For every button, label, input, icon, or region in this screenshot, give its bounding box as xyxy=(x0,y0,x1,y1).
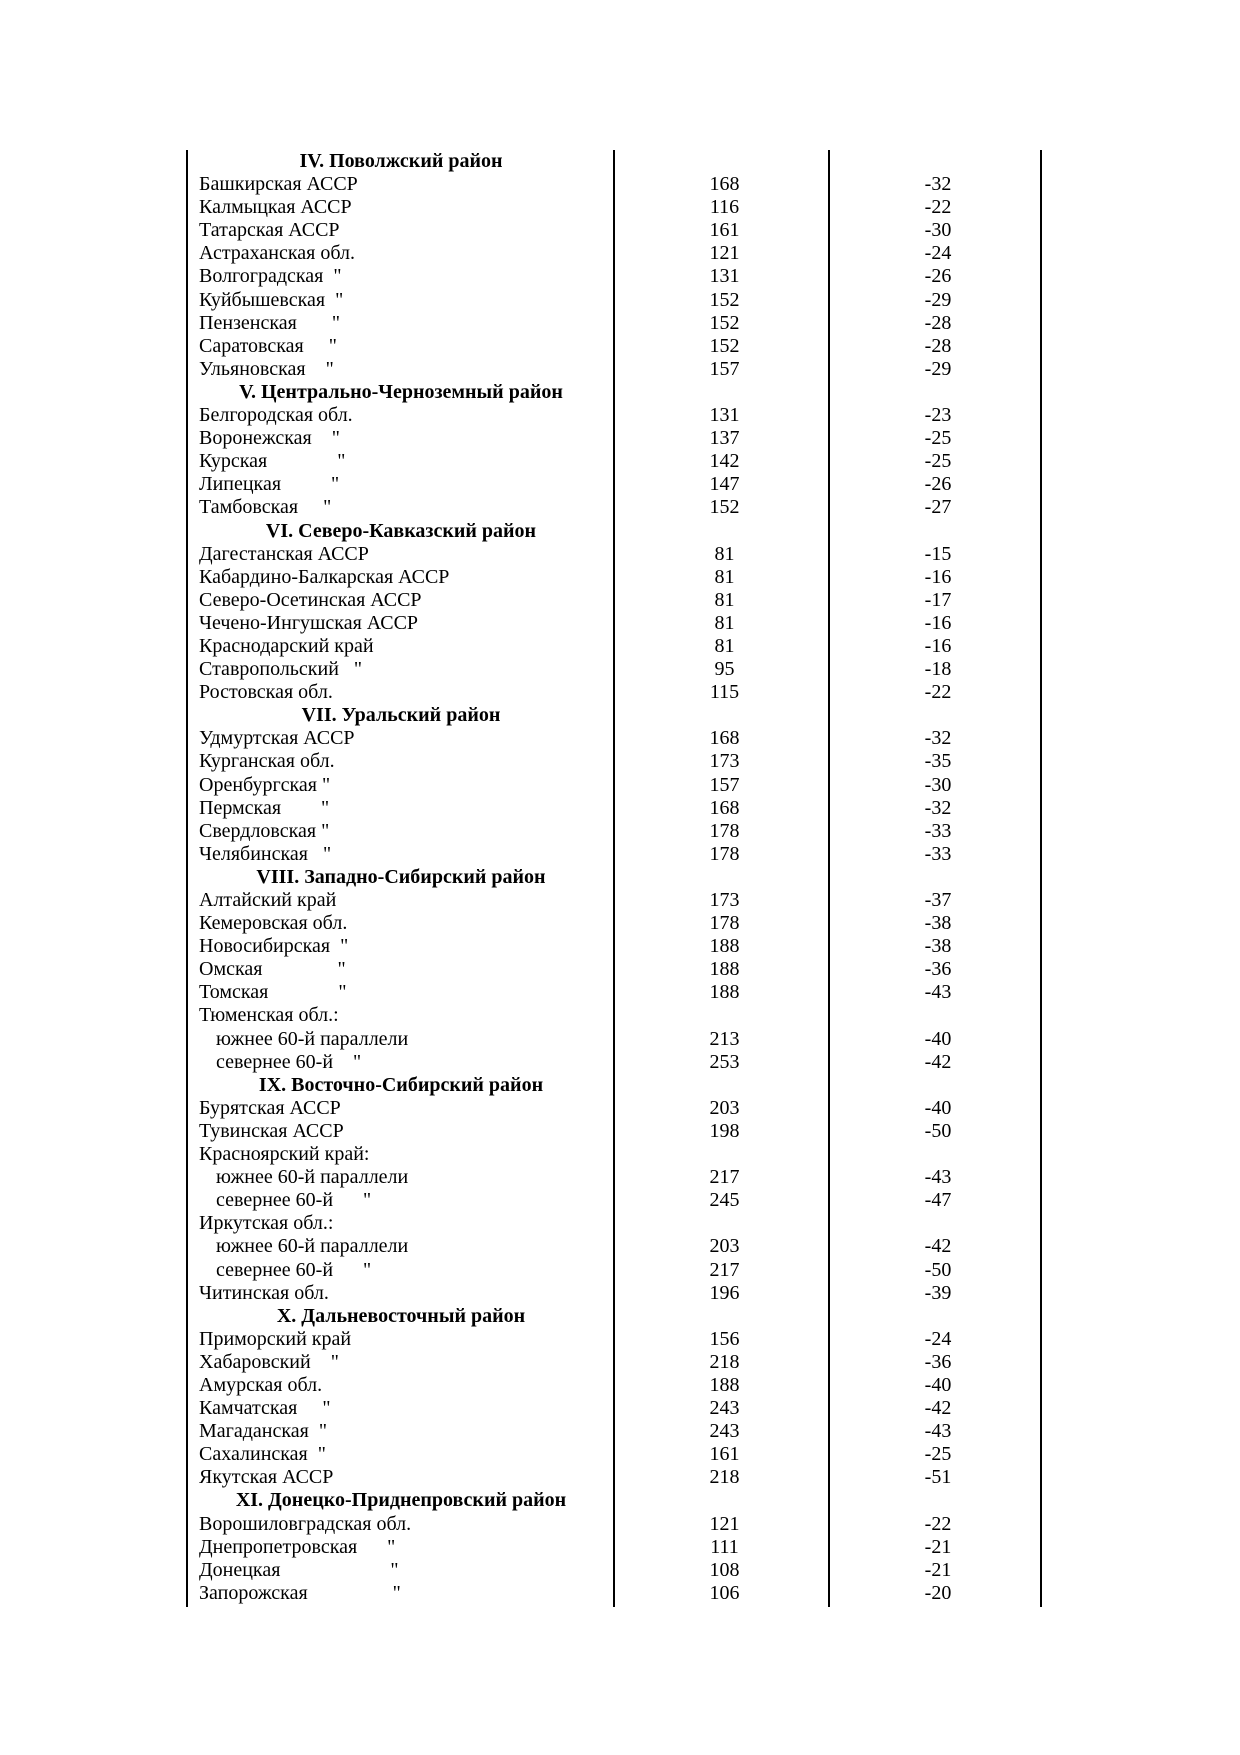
region-name: Магаданская " xyxy=(199,1420,328,1443)
value-col-1: 115 xyxy=(709,681,740,704)
value-col-2: -37 xyxy=(924,889,952,911)
value-col-1: 173 xyxy=(709,889,740,911)
table-row xyxy=(187,1051,1042,1074)
value-col-1: 81 xyxy=(714,611,735,634)
table-row xyxy=(187,1559,1042,1582)
value-col-1: 121 xyxy=(709,1512,740,1535)
value-col-2: -24 xyxy=(924,242,952,265)
table-row xyxy=(187,196,1042,219)
value-col-1: 217 xyxy=(709,1166,740,1189)
value-col-1: 111 xyxy=(710,1535,739,1558)
table-row xyxy=(187,1582,1042,1605)
value-col-1: 243 xyxy=(709,1420,740,1443)
value-col-1: 253 xyxy=(709,1050,740,1073)
value-col-2: -17 xyxy=(924,588,952,611)
section-title: IX. Восточно-Сибирский район xyxy=(258,1073,544,1096)
value-col-1: 137 xyxy=(709,427,740,450)
value-col-2: -25 xyxy=(924,450,952,473)
value-col-2: -21 xyxy=(924,1558,952,1581)
value-col-1: 218 xyxy=(709,1350,740,1373)
table-row xyxy=(187,219,1042,242)
region-name: Ростовская обл. xyxy=(199,681,333,704)
value-col-2: -35 xyxy=(924,750,952,773)
value-col-2: -32 xyxy=(924,173,952,196)
value-col-2: -25 xyxy=(924,427,952,450)
region-name: Волгоградская " xyxy=(199,265,342,288)
table-row xyxy=(187,450,1042,473)
section-title: IV. Поволжский район xyxy=(299,150,503,172)
value-col-2: -36 xyxy=(924,1350,952,1373)
value-col-2: -18 xyxy=(924,658,952,681)
value-col-1: 108 xyxy=(709,1558,740,1581)
table-row xyxy=(187,1028,1042,1051)
table-row xyxy=(187,1097,1042,1120)
table-row xyxy=(187,681,1042,704)
value-col-2: -24 xyxy=(924,1327,952,1350)
table-row xyxy=(187,312,1042,335)
section-header-row xyxy=(187,1305,1042,1328)
region-name: Татарская АССР xyxy=(199,219,340,242)
region-name: севернее 60-й " xyxy=(216,1189,372,1212)
value-col-2: -22 xyxy=(924,681,952,704)
region-name: Пензенская " xyxy=(199,311,341,334)
value-col-1: 188 xyxy=(709,1373,740,1396)
value-col-2: -32 xyxy=(924,796,952,819)
table-row xyxy=(187,589,1042,612)
value-col-1: 81 xyxy=(714,565,735,588)
table-row xyxy=(187,496,1042,519)
value-col-2: -40 xyxy=(924,1027,952,1050)
table-row xyxy=(187,242,1042,265)
region-name: Куйбышевская " xyxy=(199,288,344,311)
value-col-1: 157 xyxy=(709,773,740,796)
region-name: Липецкая " xyxy=(199,473,340,496)
region-name: Красноярский край: xyxy=(199,1143,370,1166)
value-col-2: -32 xyxy=(924,727,952,750)
table-row xyxy=(187,1235,1042,1258)
region-name: Башкирская АССР xyxy=(199,173,358,196)
table-row xyxy=(187,1513,1042,1536)
region-name: Тамбовская " xyxy=(199,496,332,519)
value-col-2: -38 xyxy=(924,935,952,958)
region-name: южнее 60-й параллели xyxy=(216,1235,409,1258)
region-name: Тувинская АССР xyxy=(199,1119,344,1142)
value-col-1: 188 xyxy=(709,981,740,1004)
section-header-row xyxy=(187,704,1042,727)
value-col-2: -25 xyxy=(924,1443,952,1466)
table-row xyxy=(187,289,1042,312)
table-row xyxy=(187,358,1042,381)
value-col-2: -28 xyxy=(924,311,952,334)
value-col-2: -33 xyxy=(924,842,952,865)
table-row xyxy=(187,404,1042,427)
region-name: Краснодарский край xyxy=(199,634,374,657)
table-row xyxy=(187,820,1042,843)
region-name: Ульяновская " xyxy=(199,357,334,380)
table-row xyxy=(187,566,1042,589)
value-col-1: 203 xyxy=(709,1096,740,1119)
value-col-2: -40 xyxy=(924,1373,952,1396)
region-name: Кемеровская обл. xyxy=(199,912,348,935)
section-header-row xyxy=(187,150,1042,173)
region-name: Дагестанская АССР xyxy=(199,542,369,565)
table-row xyxy=(187,774,1042,797)
table-row xyxy=(187,1351,1042,1374)
table-row xyxy=(187,1536,1042,1559)
table-row xyxy=(187,1282,1042,1305)
value-col-1: 152 xyxy=(709,334,740,357)
value-col-2: -47 xyxy=(924,1189,952,1212)
table-row xyxy=(187,727,1042,750)
table-row xyxy=(187,935,1042,958)
value-col-2: -40 xyxy=(924,1096,952,1119)
value-col-1: 95 xyxy=(714,658,735,681)
table-row xyxy=(187,265,1042,288)
value-col-2: -36 xyxy=(924,958,952,981)
table-row xyxy=(187,335,1042,358)
table-row xyxy=(187,543,1042,566)
value-col-2: -16 xyxy=(924,634,952,657)
table-row xyxy=(187,958,1042,981)
value-col-1: 168 xyxy=(709,796,740,819)
region-name: Оренбургская " xyxy=(199,773,331,796)
table-row xyxy=(187,427,1042,450)
value-col-1: 81 xyxy=(714,588,735,611)
value-col-1: 152 xyxy=(709,311,740,334)
section-header-row xyxy=(187,520,1042,543)
value-col-2: -26 xyxy=(924,473,952,496)
value-col-2: -28 xyxy=(924,334,952,357)
value-col-2: -42 xyxy=(924,1235,952,1258)
value-col-2: -16 xyxy=(924,565,952,588)
value-col-1: 161 xyxy=(709,1443,740,1466)
value-col-2: -26 xyxy=(924,265,952,288)
value-col-1: 81 xyxy=(714,634,735,657)
value-col-2: -42 xyxy=(924,1397,952,1420)
value-col-2: -29 xyxy=(924,357,952,380)
value-col-1: 217 xyxy=(709,1258,740,1281)
region-name: Амурская обл. xyxy=(199,1373,323,1396)
region-name: Донецкая " xyxy=(199,1558,399,1581)
value-col-1: 188 xyxy=(709,958,740,981)
value-col-2: -43 xyxy=(924,1420,952,1443)
section-title: VII. Уральский район xyxy=(301,704,501,727)
value-col-1: 131 xyxy=(709,265,740,288)
value-col-2: -30 xyxy=(924,773,952,796)
section-title: VIII. Западно-Сибирский район xyxy=(256,865,546,888)
value-col-1: 178 xyxy=(709,842,740,865)
value-col-1: 203 xyxy=(709,1235,740,1258)
table-row xyxy=(187,1443,1042,1466)
value-col-2: -33 xyxy=(924,819,952,842)
region-name: Омская " xyxy=(199,958,346,981)
table-row xyxy=(187,1420,1042,1443)
section-header-row xyxy=(187,1074,1042,1097)
region-name: Воронежская " xyxy=(199,427,340,450)
value-col-2: -23 xyxy=(924,404,952,427)
region-name: Свердловская " xyxy=(199,819,330,842)
value-col-2: -43 xyxy=(924,1166,952,1189)
value-col-2: -16 xyxy=(924,611,952,634)
table-row xyxy=(187,1328,1042,1351)
section-header-row xyxy=(187,866,1042,889)
value-col-1: 152 xyxy=(709,288,740,311)
region-name: Новосибирская " xyxy=(199,935,349,958)
value-col-1: 157 xyxy=(709,357,740,380)
value-col-2: -50 xyxy=(924,1119,952,1142)
table-row xyxy=(187,843,1042,866)
value-col-1: 142 xyxy=(709,450,740,473)
value-col-2: -27 xyxy=(924,496,952,519)
region-name: Читинская обл. xyxy=(199,1281,329,1304)
region-name: Бурятская АССР xyxy=(199,1096,341,1119)
value-col-2: -20 xyxy=(924,1581,952,1604)
table-row xyxy=(187,889,1042,912)
region-name: Ворошиловградская обл. xyxy=(199,1512,412,1535)
table-row xyxy=(187,1374,1042,1397)
region-name: Якутская АССР xyxy=(199,1466,334,1489)
value-col-1: 106 xyxy=(709,1581,740,1604)
value-col-1: 161 xyxy=(709,219,740,242)
table-row xyxy=(187,473,1042,496)
region-name: Алтайский край xyxy=(199,889,337,911)
table-row xyxy=(187,1143,1042,1166)
table-row xyxy=(187,981,1042,1004)
region-name: Тюменская обл.: xyxy=(199,1004,339,1027)
region-name: Сахалинская " xyxy=(199,1443,326,1466)
value-col-2: -43 xyxy=(924,981,952,1004)
value-col-2: -38 xyxy=(924,912,952,935)
value-col-1: 81 xyxy=(714,542,735,565)
region-name: Саратовская " xyxy=(199,334,337,357)
table-row xyxy=(187,1259,1042,1282)
table-row xyxy=(187,658,1042,681)
table-row xyxy=(187,1397,1042,1420)
region-name: южнее 60-й параллели xyxy=(216,1166,409,1189)
region-name: севернее 60-й " xyxy=(216,1258,372,1281)
table-row xyxy=(187,1166,1042,1189)
region-name: Белгородская обл. xyxy=(199,404,353,427)
value-col-1: 196 xyxy=(709,1281,740,1304)
table-row xyxy=(187,1004,1042,1027)
region-name: Запорожская " xyxy=(199,1581,401,1604)
region-name: Астраханская обл. xyxy=(199,242,356,265)
value-col-1: 147 xyxy=(709,473,740,496)
region-name: Камчатская " xyxy=(199,1397,331,1420)
table-row xyxy=(187,750,1042,773)
region-name: Чечено-Ингушская АССР xyxy=(199,611,419,634)
region-name: Пермская " xyxy=(199,796,330,819)
region-name: Курганская обл. xyxy=(199,750,335,773)
table-row xyxy=(187,173,1042,196)
region-name: Иркутская обл.: xyxy=(199,1212,334,1235)
section-title: XI. Донецко-Приднепровский район xyxy=(235,1489,567,1512)
region-name: южнее 60-й параллели xyxy=(216,1027,409,1050)
value-col-1: 121 xyxy=(709,242,740,265)
region-name: Северо-Осетинская АССР xyxy=(199,588,422,611)
region-name: Днепропетровская " xyxy=(199,1535,396,1558)
table-row xyxy=(187,1466,1042,1489)
value-col-1: 168 xyxy=(709,727,740,750)
region-name: Хабаровский " xyxy=(199,1350,339,1373)
region-name: Удмуртская АССР xyxy=(199,727,355,750)
table-row xyxy=(187,1212,1042,1235)
table-row xyxy=(187,797,1042,820)
value-col-2: -30 xyxy=(924,219,952,242)
value-col-2: -21 xyxy=(924,1535,952,1558)
value-col-1: 156 xyxy=(709,1327,740,1350)
data-table xyxy=(187,150,1042,1605)
table-row xyxy=(187,1120,1042,1143)
region-name: Приморский край xyxy=(199,1327,352,1350)
value-col-2: -15 xyxy=(924,542,952,565)
table-row xyxy=(187,612,1042,635)
value-col-2: -22 xyxy=(924,1512,952,1535)
value-col-2: -50 xyxy=(924,1258,952,1281)
section-title: X. Дальневосточный район xyxy=(276,1304,526,1327)
value-col-1: 131 xyxy=(709,404,740,427)
table-row xyxy=(187,912,1042,935)
value-col-1: 152 xyxy=(709,496,740,519)
region-name: Курская " xyxy=(199,450,346,473)
value-col-2: -39 xyxy=(924,1281,952,1304)
value-col-2: -29 xyxy=(924,288,952,311)
section-header-row xyxy=(187,1489,1042,1512)
region-name: Челябинская " xyxy=(199,842,332,865)
value-col-1: 116 xyxy=(709,196,740,219)
section-title: VI. Северо-Кавказский район xyxy=(265,519,537,542)
value-col-2: -22 xyxy=(924,196,952,219)
value-col-1: 188 xyxy=(709,935,740,958)
table-row xyxy=(187,1189,1042,1212)
region-name: Ставропольский " xyxy=(199,658,363,681)
value-col-2: -51 xyxy=(924,1466,952,1489)
value-col-1: 173 xyxy=(709,750,740,773)
region-name: Калмыцкая АССР xyxy=(199,196,352,219)
value-col-1: 245 xyxy=(709,1189,740,1212)
value-col-1: 178 xyxy=(709,819,740,842)
value-col-1: 168 xyxy=(709,173,740,196)
section-header-row xyxy=(187,381,1042,404)
table-row xyxy=(187,635,1042,658)
value-col-1: 243 xyxy=(709,1397,740,1420)
value-col-1: 218 xyxy=(709,1466,740,1489)
value-col-1: 213 xyxy=(709,1027,740,1050)
value-col-2: -42 xyxy=(924,1050,952,1073)
value-col-1: 198 xyxy=(709,1119,740,1142)
region-name: Томская " xyxy=(199,981,347,1004)
value-col-1: 178 xyxy=(709,912,740,935)
region-name: севернее 60-й " xyxy=(216,1050,362,1073)
region-name: Кабардино-Балкарская АССР xyxy=(199,565,450,588)
section-title: V. Центрально-Черноземный район xyxy=(239,380,563,403)
